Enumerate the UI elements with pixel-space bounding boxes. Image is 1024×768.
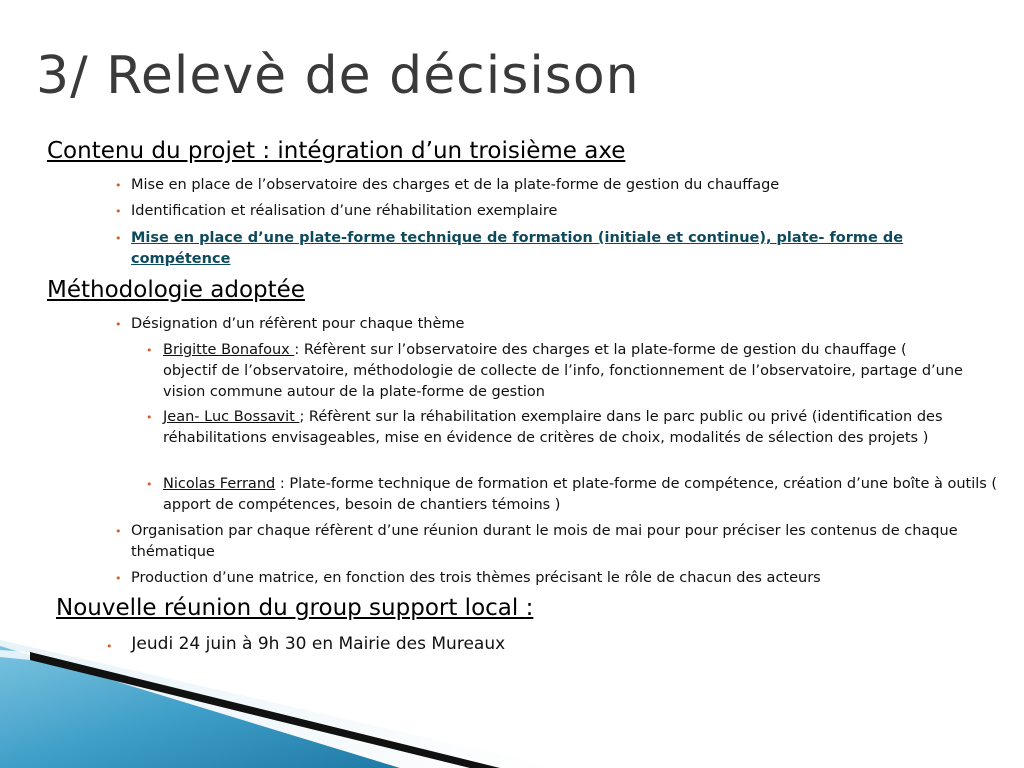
bullet-icon: • [146, 411, 153, 424]
sub-list-item [163, 340, 963, 403]
referent-name: Brigitte Bonafoux [163, 342, 295, 358]
list-item: Organisation par chaque réfèrent d’une réunion durant le mois de mai pour pour préciser les contenus de chaque thématique [131, 523, 958, 560]
sub-list-item [163, 407, 1003, 449]
bullet-icon: • [106, 640, 113, 653]
list-item: Identification et réalisation d’une réhabilitation exemplaire [131, 203, 558, 219]
section-heading-methodologie: Méthodologie adoptée [47, 277, 305, 303]
list-item: Désignation d’un réfèrent pour chaque thème [131, 316, 465, 332]
referent-description: : Plate-forme technique de formation et plate-forme de compétence, création d’une boîte à outils ( apport de compétences, besoin de chantiers témoins ) [163, 476, 998, 513]
slide-title: 3/ Relevè de décisison [36, 46, 640, 106]
bullet-icon: • [115, 525, 122, 538]
bullet-icon: • [115, 318, 122, 331]
referent-description: ; Réfèrent sur la réhabilitation exemplaire dans le parc public ou privé (identification des réhabilitations envisageables, mise en évidence de critères de choix, modalités de sélection des projets ) [163, 409, 943, 446]
bullet-icon: • [146, 344, 153, 357]
bullet-icon: • [115, 205, 122, 218]
section-heading-reunion [56, 595, 533, 621]
referent-name: Nicolas Ferrand [163, 476, 276, 492]
list-item: Production d’une matrice, en fonction des trois thèmes précisant le rôle de chacun des acteurs [131, 570, 821, 586]
list-item-link[interactable]: Mise en place d’une plate-forme technique de formation (initiale et continue), plate- forme de compétence [131, 230, 904, 267]
section-heading-contenu: Contenu du projet : intégration d’un troisième axe [47, 138, 626, 164]
bullet-icon: • [115, 232, 122, 245]
section-heading-colon: : [525, 595, 534, 621]
referent-description: : Réfèrent sur l’observatoire des charges et la plate-forme de gestion du chauffage ( objectif de l’observatoire, méthodologie de collecte de l’info, fonctionnement de l’observatoire, partage d’une vision commune autour de la plate-forme de gestion [163, 342, 963, 400]
list-item: Mise en place de l’observatoire des charges et de la plate-forme de gestion du chauffage [131, 177, 780, 193]
section-heading-reunion-text: Nouvelle réunion du group support local [56, 595, 526, 621]
sub-list-item [163, 474, 1003, 516]
bullet-icon: • [115, 179, 122, 192]
referent-name: Jean- Luc Bossavit [163, 409, 300, 425]
bullet-icon: • [146, 478, 153, 491]
bullet-icon: • [115, 572, 122, 585]
meeting-date: Jeudi 24 juin à 9h 30 en Mairie des Mureaux [126, 634, 506, 654]
